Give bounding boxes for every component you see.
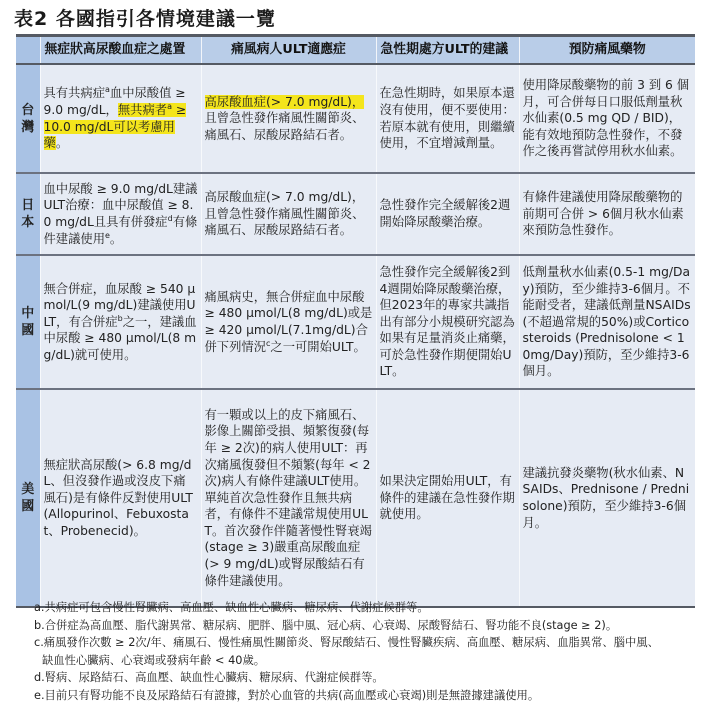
table-header-row bbox=[16, 36, 695, 65]
country-label-usa bbox=[16, 389, 40, 607]
guideline-comparison-table bbox=[16, 34, 695, 608]
footnote-ref: e bbox=[105, 230, 110, 240]
country-label-japan bbox=[16, 173, 40, 255]
text: 無合併症，血尿酸 ≥ 540 μmol/L(9 mg/dL)建議使用ULT，有合併症 bbox=[43, 281, 196, 329]
cell-acute: 急性發作完全緩解後2到4週開始降尿酸藥治療，但2023年的專家共識指出有部分小規模研究認為如果有足量消炎止痛藥，可於急性發作期便開始ULT。 bbox=[376, 255, 519, 389]
cell-prophylaxis: 低劑量秋水仙素(0.5-1 mg/Day)預防，至少維持3-6個月。不能耐受者，建議低劑量NSAIDs(不超過常規的50%)或Corticosteroids (Prednisolone < 10mg/Day)預防，至少維持3-6個月。 bbox=[519, 255, 695, 389]
text: 具有共病症 bbox=[43, 86, 105, 101]
footnote-ref: c bbox=[266, 338, 271, 348]
table-title: 表2 各國指引各情境建議一覽 bbox=[14, 8, 276, 30]
cell-asymptomatic: 無症狀高尿酸(> 6.8 mg/dL、但沒發作過或沒皮下痛風石)是有條件反對使用ULT (Allopurinol、Febuxostat、Probenecid)。 bbox=[40, 389, 201, 607]
footnote-a: a.共病症可包含慢性腎臟病、高血壓、缺血性心臟病、糖尿病、代謝症候群等。 bbox=[34, 601, 429, 614]
country-name: 台灣 bbox=[21, 102, 35, 135]
country-name: 美國 bbox=[21, 482, 35, 514]
cell-prophylaxis: 使用降尿酸藥物的前 3 到 6 個月，可合併每日口服低劑量秋水仙素(0.5 mg QD / BID)，能有效地預防急性發作，不發作之後再嘗試停用秋水仙素。 bbox=[519, 64, 695, 173]
country-name: 日本 bbox=[21, 198, 35, 230]
text: 痛風病史，無合併症血中尿酸 ≥ 480 μmol/L(8 mg/dL)或是 ≥ 420 μmol/L(7.1mg/dL)合併下列情況 bbox=[204, 289, 373, 354]
footnote-ref: d bbox=[167, 213, 173, 223]
text: 無共病者 bbox=[117, 102, 168, 117]
cell-asymptomatic bbox=[40, 255, 201, 389]
table-row-taiwan bbox=[16, 64, 695, 173]
footnote-d: d.腎病、尿路結石、高血壓、缺血性心臟病、糖尿病、代謝症候群等。 bbox=[34, 671, 384, 685]
footnote-c-continued: 缺血性心臟病、心衰竭或發病年齡 < 40歲。 bbox=[42, 653, 266, 667]
table-row-japan bbox=[16, 173, 695, 255]
header-asymptomatic: 無症狀高尿酸血症之處置 bbox=[40, 36, 201, 65]
highlighted-text: 高尿酸血症(> 7.0 mg/dL)， bbox=[204, 94, 365, 109]
country-label-china bbox=[16, 255, 40, 389]
cell-acute: 在急性期時，如果原本還沒有使用，便不要使用：若原本就有使用，則繼續使用，不宜增減劑量。 bbox=[376, 64, 519, 173]
cell-acute: 如果決定開始用ULT，有條件的建議在急性發作期就使用。 bbox=[376, 389, 519, 607]
text: 且曾急性發作痛風性關節炎、痛風石、尿酸尿路結石者。 bbox=[204, 111, 365, 142]
text: 有條件建議使用 bbox=[43, 215, 198, 246]
cell-asymptomatic bbox=[40, 173, 201, 255]
footnote-ref: a bbox=[167, 101, 172, 111]
footnote-c: c.痛風發作次數 ≥ 2次/年、痛風石、慢性痛風性關節炎、腎尿酸結石、慢性腎臟疾病、高血壓、糖尿病、血脂異常、腦中風、 bbox=[34, 636, 659, 650]
cell-indication: 有一顆或以上的皮下痛風石、影像上關節受損、頻繁復發(每年 ≥ 2次)的病人使用ULT：再次痛風復發但不頻繁(每年 < 2次)病人有條件建議ULT使用。單純首次急性發作且無共病者，有條件不建議常規使用ULT。首次發作伴隨著慢性腎衰竭(stage ≥ 3)嚴重高尿酸血症(> 9 mg/dL)或腎尿酸結石有條件建議使用。 bbox=[201, 389, 376, 607]
country-name: 中國 bbox=[21, 306, 35, 338]
text: ≥ 10.0 mg/dL可以考慮用藥 bbox=[43, 102, 187, 151]
cell-acute: 急性發作完全緩解後2週開始降尿酸藥治療。 bbox=[376, 173, 519, 255]
cell-prophylaxis: 建議抗發炎藥物(秋水仙素、NSAIDs、Prednisone / Prednisolone)預防，至少維持3-6個月。 bbox=[519, 389, 695, 607]
text: 。 bbox=[55, 136, 69, 151]
text: 之一，建議血中尿酸 ≥ 480 μmol/L(8 mg/dL)就可使用。 bbox=[43, 314, 197, 362]
footnote-ref: a bbox=[105, 85, 110, 95]
table-row-china bbox=[16, 255, 695, 389]
footnote-b: b.合併症為高血壓、脂代謝異常、糖尿病、肥胖、腦中風、冠心病、心衰竭、尿酸腎結石、腎功能不良(stage ≥ 2)。 bbox=[34, 618, 618, 632]
cell-indication bbox=[201, 64, 376, 173]
cell-prophylaxis: 有條件建議使用降尿酸藥物的前期可合併 > 6個月秋水仙素來預防急性發作。 bbox=[519, 173, 695, 255]
footnote-ref: b bbox=[117, 313, 123, 323]
text: 。 bbox=[109, 231, 123, 246]
cell-indication: 高尿酸血症(> 7.0 mg/dL)，且曾急性發作痛風性關節炎、痛風石、尿酸尿路結石者。 bbox=[201, 173, 376, 255]
footnotes bbox=[34, 599, 659, 705]
text: 血中尿酸 ≥ 9.0 mg/dL建議ULT治療：血中尿酸值 ≥ 8.0 mg/dL且具有併發症 bbox=[43, 181, 198, 229]
header-indication: 痛風病人ULT適應症 bbox=[201, 36, 376, 65]
header-prophylaxis: 預防痛風藥物 bbox=[519, 36, 695, 65]
table-row-usa bbox=[16, 389, 695, 607]
footnote-e: e.目前只有腎功能不良及尿路結石有證據，對於心血管的共病(高血壓或心衰竭)則是無證據建議使用。 bbox=[34, 688, 540, 702]
text: 之一可開始ULT。 bbox=[270, 339, 366, 354]
header-country bbox=[16, 36, 40, 65]
cell-asymptomatic bbox=[40, 64, 201, 173]
cell-indication bbox=[201, 255, 376, 389]
header-acute: 急性期處方ULT的建議 bbox=[376, 36, 519, 65]
text: 血中尿酸值 ≥ 9.0 mg/dL， bbox=[43, 86, 186, 117]
country-label-taiwan bbox=[16, 64, 40, 173]
